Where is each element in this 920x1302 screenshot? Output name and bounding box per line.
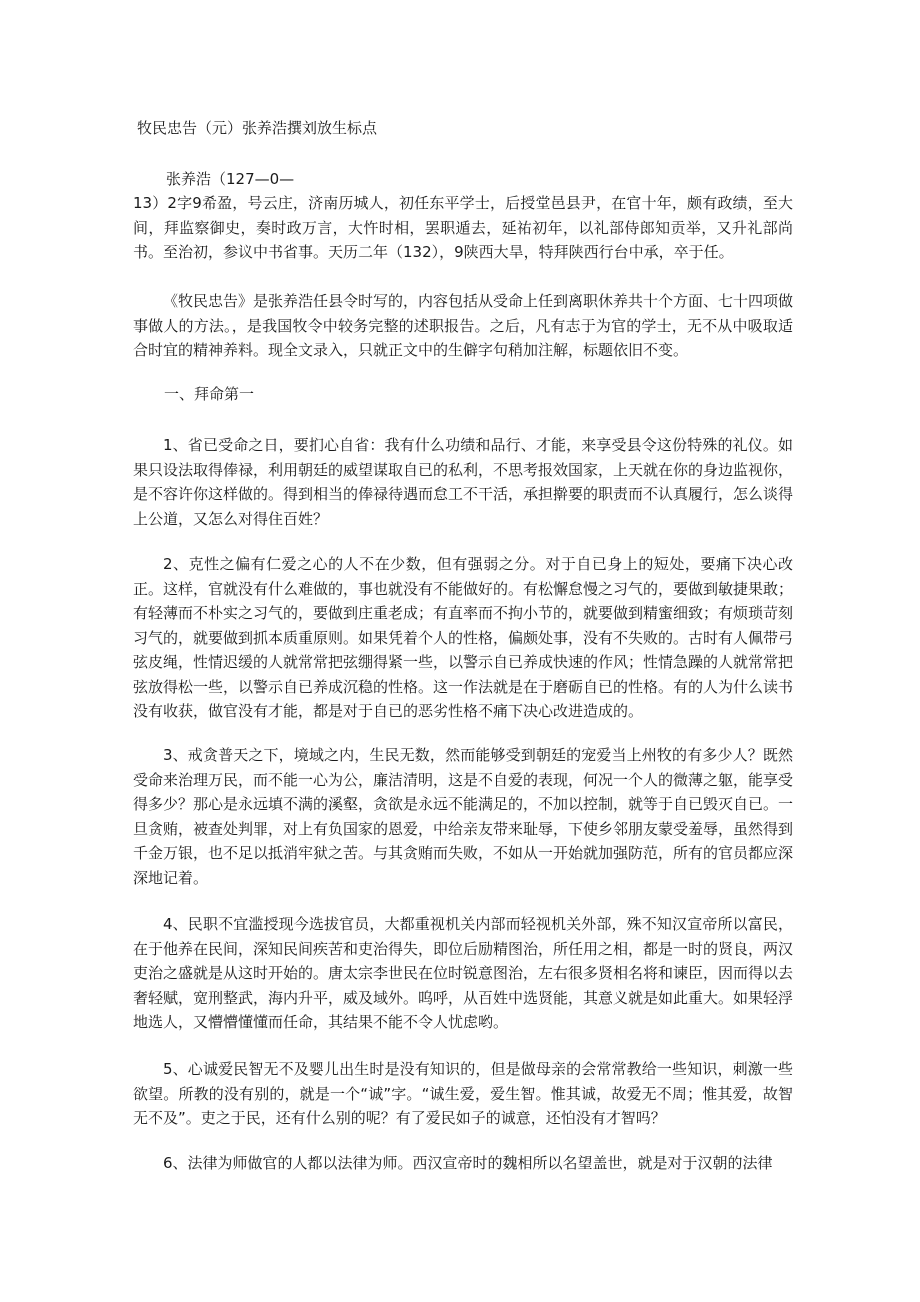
paragraph-4: 4、民职不宜滥授现今选拔官员，大都重视机关内部而轻视机关外部，殊不知汉宣帝所以富民，在于他养在民间，深知民间疾苦和吏治得失，即位后励精图治，所任用之相，都是一时的贤良，两汉吏治之盛就是从这时开始的。唐太宗李世民在位时锐意图治，左右很多贤相名将和谏臣，因而得以去奢轻赋，宽刑整武，海内升平，威及域外。呜呼，从百姓中选贤能，其意义就是如此重大。如果轻浮地选人，又懵懵懂懂而任命，其结果不能不令人忧虑哟。: [133, 915, 794, 1031]
document-title: 牧民忠告（元）张养浩撰刘放生标点: [137, 119, 378, 137]
author-bio: 13）2字9希盈，号云庄，济南历城人，初任东平学士，后授堂邑县尹，在官十年，颇有政绩，至大间，拜监察御史，奏时政万言，大忤时相，罢职遁去，延祐初年，以礼部侍郎知贡举，又升礼部尚书。至治初，参议中书省事。天历二年（132），9陕西大旱，特拜陕西行台中承，卒于任。: [133, 194, 793, 261]
paragraph-6: 6、法律为师做官的人都以法律为师。西汉宣帝时的魏相所以名望盖世，就是对于汉朝的法律: [163, 1154, 773, 1172]
paragraph-5: 5、心诚爱民智无不及婴儿出生时是没有知识的，但是做母亲的会常常教给一些知识，刺激一些欲望。所教的没有别的，就是一个“诚”字。“诚生爱，爱生智。惟其诚，故爱无不周；惟其爱，故智无不及”。吏之于民，还有什么别的呢？有了爱民如子的诚意，还怕没有才智吗？: [133, 1060, 793, 1127]
paragraph-2: 2、克性之偏有仁爱之心的人不在少数，但有强弱之分。对于自已身上的短处，要痛下决心改正。这样，官就没有什么难做的，事也就没有不能做好的。有松懈怠慢之习气的，要做到敏捷果敢；有轻薄而不朴实之习气的，要做到庄重老成；有直率而不拘小节的，就要做到精蜜细致；有烦琐苛刻习气的，就要做到抓本质重原则。如果凭着个人的性格，偏颇处事，没有不失败的。古时有人佩带弓弦皮绳，性情迟缓的人就常常把弦绷得紧一些，以警示自已养成快速的作风；性情急躁的人就常常把弦放得松一些，以警示自已养成沉稳的性格。这一作法就是在于磨砺自已的性格。有的人为什么读书没有收获，做官没有才能，都是对于自已的恶劣性格不痛下决心改进造成的。: [133, 555, 794, 720]
paragraph-1: 1、省已受命之日，要扪心自省：我有什么功绩和品行、才能，来享受县令这份特殊的礼仪。如果只设法取得俸禄，利用朝廷的威望谋取自已的私利，不思考报效国家，上天就在你的身边监视你，是不容许你这样做的。得到相当的俸禄待遇而怠工不干活，承担擀要的职责而不认真履行，怎么谈得上公道，又怎么对得住百姓？: [133, 436, 794, 528]
author-heading: 张养浩（127—0—: [166, 170, 295, 188]
section-heading: 一、拜命第一: [164, 385, 255, 403]
intro-paragraph: 《牧民忠告》是张养浩任县令时写的，内容包括从受命上任到离职休养共十个方面、七十四项做事做人的方法。，是我国牧令中较务完整的述职报告。之后，凡有志于为官的学士，无不从中吸取适合时宜的精神养料。现全文录入，只就正文中的生僻字句稍加注解，标题依旧不变。: [133, 292, 794, 359]
paragraph-3: 3、戒贪普天之下，境域之内，生民无数，然而能够受到朝廷的宠爱当上州牧的有多少人？既然受命来治理万民，而不能一心为公，廉洁清明，这是不自爱的表现，何况一个人的微薄之躯，能享受得多少？那心是永远填不满的溪壑，贪欲是永远不能满足的，不加以控制，就等于自已毁灭自已。一旦贪贿，被查处判罪，对上有负国家的恩爱，中给亲友带来耻辱，下使乡邻朋友蒙受羞辱，虽然得到千金万银，也不足以抵消牢狱之苦。与其贪贿而失败，不如从一开始就加强防范，所有的官员都应深深地记着。: [133, 746, 794, 887]
